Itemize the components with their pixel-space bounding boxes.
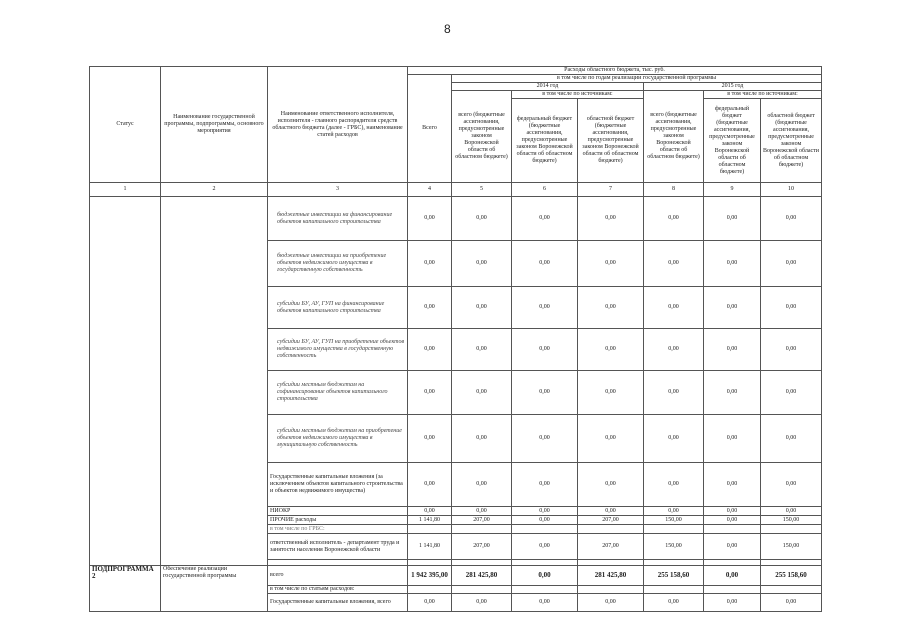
table-row [90,197,822,241]
header-sources-2015: в том числе по источникам: [704,91,822,99]
value-cell: 0,00 [408,463,452,507]
value-cell: 0,00 [452,329,512,371]
value-cell: 0,00 [761,463,822,507]
value-cell: 0,00 [512,516,578,525]
value-cell: 0,00 [452,197,512,241]
value-cell: 255 158,60 [644,566,704,586]
value-cell: 207,00 [578,534,644,560]
value-cell: 0,00 [512,566,578,586]
page-number: 8 [444,22,451,36]
column-number: 1 [90,183,161,197]
subprogram-status: ПОДПРОГРАММА 2 [90,566,161,612]
value-cell: 0,00 [408,507,452,516]
value-cell: 1 942 395,00 [408,566,452,586]
value-cell: 0,00 [761,329,822,371]
value-cell: 207,00 [578,516,644,525]
column-number: 6 [512,183,578,197]
row-name: НИОКР [268,507,408,516]
value-cell: 0,00 [452,287,512,329]
header-sources-2014: в том числе по источникам: [512,91,644,99]
value-cell: 0,00 [512,197,578,241]
value-cell: 0,00 [761,415,822,463]
value-cell: 0,00 [578,594,644,612]
value-cell: 0,00 [512,534,578,560]
value-cell: 0,00 [704,534,761,560]
value-cell: 0,00 [644,197,704,241]
value-cell: 207,00 [452,534,512,560]
value-cell: 0,00 [512,329,578,371]
value-cell: 0,00 [761,197,822,241]
value-cell: 0,00 [644,371,704,415]
value-cell: 0,00 [452,507,512,516]
column-number: 3 [268,183,408,197]
status-cell-empty [90,197,161,566]
value-cell: 0,00 [452,241,512,287]
value-cell: 0,00 [578,241,644,287]
row-name: Государственные капитальные вложения, всего [268,594,408,612]
value-cell: 0,00 [704,371,761,415]
value-cell: 0,00 [704,415,761,463]
value-cell: 0,00 [644,594,704,612]
budget-table [89,66,822,612]
value-cell: 0,00 [452,463,512,507]
value-cell: 0,00 [704,566,761,586]
value-cell: 0,00 [644,329,704,371]
value-cell: 0,00 [408,197,452,241]
value-cell: 255 158,60 [761,566,822,586]
header-status: Статус [90,67,161,183]
value-cell: 0,00 [704,463,761,507]
header-c5: всего (бюджетные ассигнования, предусмотренные законом Воронежской области об областном бюджете) [452,91,512,183]
value-cell: 0,00 [704,329,761,371]
value-cell: 0,00 [761,594,822,612]
value-cell: 1 141,80 [408,534,452,560]
value-cell: 0,00 [578,197,644,241]
subprogram-name: Обеспечение реализации государственной программы [161,566,268,612]
value-cell: 0,00 [578,287,644,329]
header-c7: областной бюджет (бюджетные ассигнования, предусмотренные законом Воронежской области об областном бюджете) [578,99,644,183]
value-cell: 150,00 [761,534,822,560]
value-cell: 0,00 [578,329,644,371]
value-cell: 0,00 [512,594,578,612]
value-cell: 0,00 [761,371,822,415]
table-row-subprogram [90,566,822,586]
header-responsible: Наименование ответственного исполнителя, исполнителя - главного распорядителя средств областного бюджета (далее - ГРБС), наименование статей расходов [268,67,408,183]
value-cell: 0,00 [644,287,704,329]
value-cell: 150,00 [644,534,704,560]
header-c8: всего (бюджетные ассигнования, предусмотренные законом Воронежской области об областном бюджете) [644,91,704,183]
value-cell: 0,00 [408,594,452,612]
value-cell: 0,00 [704,241,761,287]
value-cell: 207,00 [452,516,512,525]
value-cell: 0,00 [644,241,704,287]
row-name: субсидии местным бюджетам на приобретение объектов недвижимого имущества в муниципальную собственность [268,415,408,463]
program-cell-empty [161,197,268,566]
value-cell: 0,00 [761,507,822,516]
header-year-2014: 2014 год [452,83,644,91]
row-name: субсидии местным бюджетам на софинансирование объектов капитального строительства [268,371,408,415]
value-cell: 0,00 [761,287,822,329]
value-cell: 0,00 [704,594,761,612]
row-name: субсидии БУ, АУ, ГУП на приобретение объектов недвижимого имущества в государственную собственность [268,329,408,371]
value-cell: 281 425,80 [452,566,512,586]
value-cell: 0,00 [704,197,761,241]
value-cell: 1 141,80 [408,516,452,525]
row-name: ПРОЧИЕ расходы [268,516,408,525]
value-cell: 0,00 [578,507,644,516]
value-cell: 0,00 [512,287,578,329]
value-cell: 0,00 [704,507,761,516]
column-numbers-row [90,183,822,197]
header-total: Всего [408,75,452,183]
header-c9: федеральный бюджет (бюджетные ассигнования, предусмотренные законом Воронежской области об областном бюджете) [704,99,761,183]
value-cell: 0,00 [578,371,644,415]
column-number: 8 [644,183,704,197]
column-number: 2 [161,183,268,197]
value-cell: 0,00 [408,287,452,329]
value-cell: 0,00 [512,371,578,415]
row-name: бюджетные инвестиции на финансирование объектов капитального строительства [268,197,408,241]
value-cell: 0,00 [761,241,822,287]
value-cell: 0,00 [452,415,512,463]
value-cell: 0,00 [704,516,761,525]
column-number: 9 [704,183,761,197]
value-cell: 150,00 [761,516,822,525]
value-cell: 0,00 [408,371,452,415]
row-name: бюджетные инвестиции на приобретение объектов недвижимого имущества в государственную собственность [268,241,408,287]
value-cell: 0,00 [512,241,578,287]
value-cell: 0,00 [408,329,452,371]
value-cell: 0,00 [408,415,452,463]
value-cell: 0,00 [704,287,761,329]
header-expenses: Расходы областного бюджета, тыс. руб. [408,67,822,75]
value-cell: 0,00 [512,463,578,507]
value-cell: 150,00 [644,516,704,525]
header-c6: федеральный бюджет (бюджетные ассигнования, предусмотренные законом Воронежской области об областном бюджете) [512,99,578,183]
header-c10: областной бюджет (бюджетные ассигнования, предусмотренные законом Воронежской области об областном бюджете) [761,99,822,183]
value-cell: 0,00 [512,507,578,516]
row-name: в том числе по ГРБС: [268,525,408,534]
row-name: в том числе по статьям расходов: [268,586,408,594]
header-program: Наименование государственной программы, подпрограммы, основного мероприятия [161,67,268,183]
column-number: 7 [578,183,644,197]
value-cell: 0,00 [644,507,704,516]
value-cell: 0,00 [644,463,704,507]
value-cell: 281 425,80 [578,566,644,586]
header-by-years: в том числе по годам реализации государственной программы [452,75,822,83]
value-cell: 0,00 [578,415,644,463]
value-cell: 0,00 [512,415,578,463]
column-number: 4 [408,183,452,197]
row-name: Государственные капитальные вложения (за исключением объектов капитального строительства и объектов недвижимого имущества) [268,463,408,507]
value-cell: 0,00 [644,415,704,463]
value-cell: 0,00 [452,594,512,612]
row-name: всего [268,566,408,586]
value-cell: 0,00 [408,241,452,287]
row-name: ответственный исполнитель - департамент труда и занятости населения Воронежской области [268,534,408,560]
value-cell: 0,00 [578,463,644,507]
column-number: 10 [761,183,822,197]
value-cell: 0,00 [452,371,512,415]
row-name: субсидии БУ, АУ, ГУП на финансирование объектов капитального строительства [268,287,408,329]
header-year-2015: 2015 год [644,83,822,91]
column-number: 5 [452,183,512,197]
